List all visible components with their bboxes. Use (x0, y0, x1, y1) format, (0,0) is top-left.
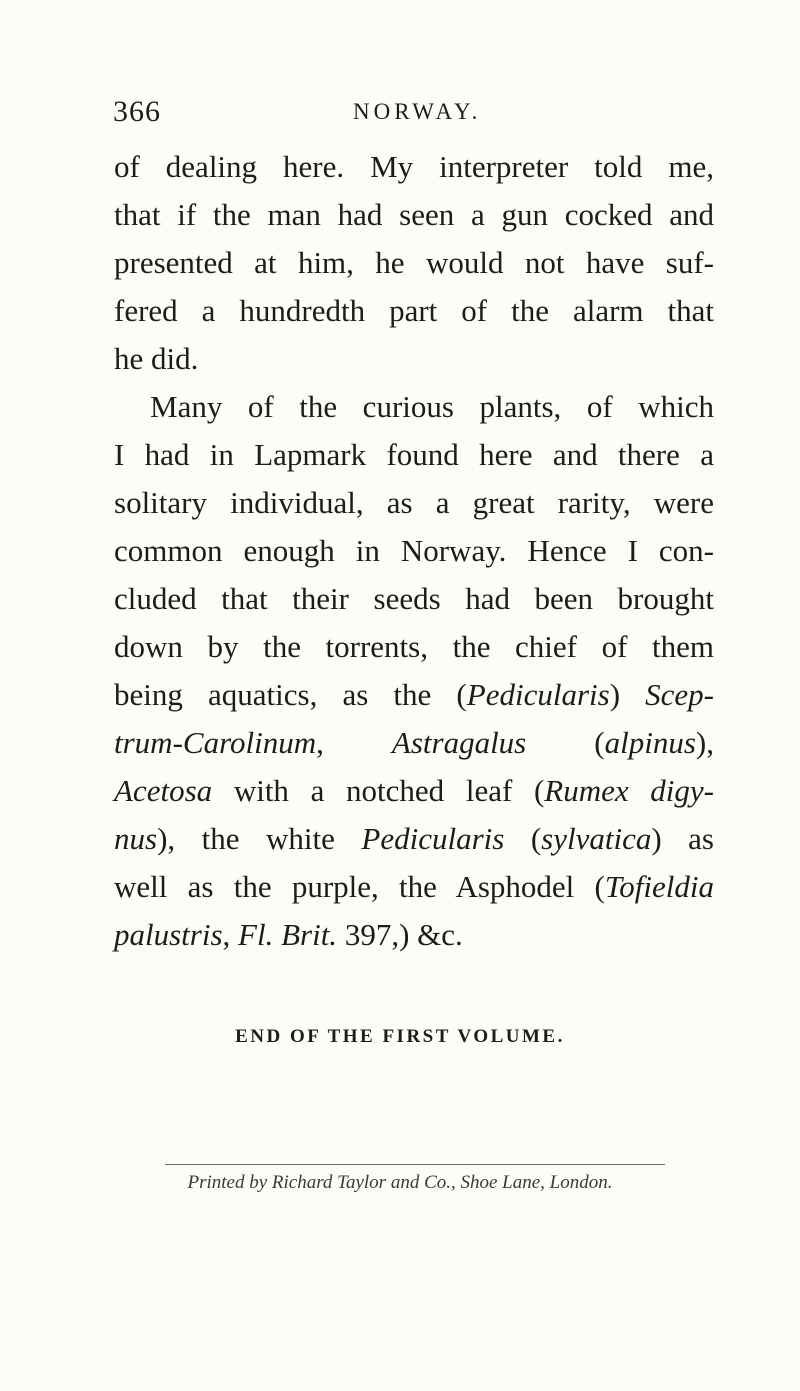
italic-run: Rumex digy- (544, 773, 714, 808)
text-run: ), the white (157, 821, 362, 856)
italic-run: Astragalus (391, 725, 527, 760)
text-line (114, 911, 714, 959)
italic-run: Pedicularis (466, 677, 610, 712)
italic-run: Acetosa (114, 773, 213, 808)
text-run: with a notched leaf ( (212, 773, 545, 808)
text-line: that if the man had seen a gun cocked and (114, 197, 714, 232)
text-run: ) (609, 677, 646, 712)
text-line: I had in Lapmark found here and there a (114, 437, 714, 472)
text-run: , (222, 917, 239, 952)
text-run: 397,) &c. (337, 917, 463, 952)
text-line: cluded that their seeds had been brought (114, 581, 714, 616)
text-line (114, 719, 714, 767)
page-number: 366 (113, 95, 161, 128)
text-line: of dealing here. My interpreter told me, (114, 149, 714, 184)
italic-run: palustris (114, 917, 223, 952)
italic-run: alpinus (604, 725, 696, 760)
text-run: ( (504, 821, 542, 856)
text-line: common enough in Norway. Hence I con- (114, 533, 714, 568)
end-of-volume-mark: END OF THE FIRST VOLUME. (235, 1026, 565, 1047)
text-line (114, 671, 714, 719)
text-run: ) as (651, 821, 714, 856)
text-line (114, 863, 714, 911)
text-line: down by the torrents, the chief of them (114, 629, 714, 664)
text-line: presented at him, he would not have suf- (114, 245, 714, 280)
italic-run: Fl. Brit. (238, 917, 338, 952)
italic-run: Pedicularis (361, 821, 505, 856)
text-run: , (316, 725, 392, 760)
text-run: ), (695, 725, 714, 760)
text-line: solitary individual, as a great rarity, were (114, 485, 714, 520)
text-run: well as the purple, the Asphodel ( (114, 869, 605, 904)
text-line: fered a hundredth part of the alarm that (114, 293, 714, 328)
text-line: he did. (114, 341, 199, 376)
italic-run: trum-Carolinum (114, 725, 317, 760)
text-run: ( (526, 725, 605, 760)
text-line (114, 767, 714, 815)
text-run: being aquatics, as the ( (114, 677, 467, 712)
printer-imprint: Printed by Richard Taylor and Co., Shoe Lane, London. (187, 1172, 613, 1193)
body-text (114, 143, 714, 959)
page-header (113, 95, 713, 135)
text-line (114, 815, 714, 863)
italic-run: Scep- (645, 677, 714, 712)
italic-run: sylvatica (541, 821, 652, 856)
italic-run: nus (114, 821, 158, 856)
footer-divider (165, 1164, 665, 1165)
text-line: Many of the curious plants, of which (150, 389, 714, 424)
running-head: NORWAY. (353, 99, 482, 124)
italic-run: Tofieldia (604, 869, 714, 904)
